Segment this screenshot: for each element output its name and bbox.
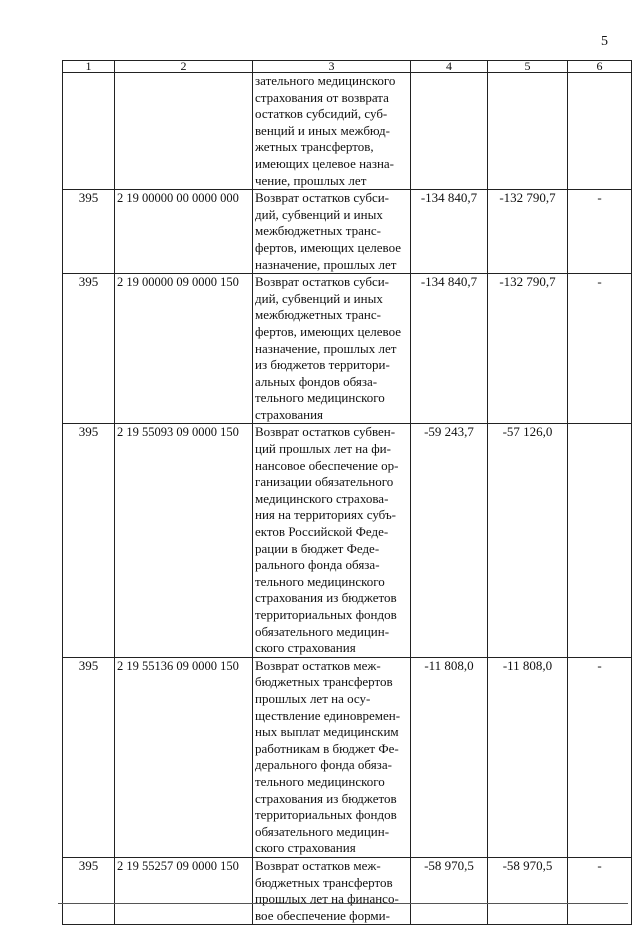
row-amount-col4: -58 970,5 [411,857,488,924]
row-amount-col5: -57 126,0 [488,424,568,657]
row-description: Возврат остатков меж-бюджетных трансфертов прошлых лет на финансо-вое обеспечение форми- [253,857,411,924]
row-description: Возврат остатков субси-дий, субвенций и иных межбюджетных транс-фертов, имеющих целевое назначение, прошлых лет [253,190,411,274]
row-amount-col4: -11 808,0 [411,657,488,857]
row-admin-code: 395 [63,190,115,274]
row-col6: - [568,274,632,424]
header-col-1: 1 [63,61,115,73]
row-col6: - [568,190,632,274]
table-row [63,424,632,657]
row-budget-code: 2 19 00000 00 0000 000 [115,190,253,274]
row-col6: - [568,857,632,924]
row-amount-col4: -134 840,7 [411,274,488,424]
row-amount-col5: -132 790,7 [488,190,568,274]
row-description: Возврат остатков субси-дий, субвенций и иных межбюджетных транс-фертов, имеющих целевое назначение, прошлых лет из бюджетов территори-альных фондов обяза-тельного медицинского страхования [253,274,411,424]
page-bottom-divider [58,903,628,904]
header-col-3: 3 [253,61,411,73]
row-col6: - [568,657,632,857]
row-amount-col5: -58 970,5 [488,857,568,924]
header-row [63,61,632,73]
row-budget-code: 2 19 55136 09 0000 150 [115,657,253,857]
table-row [63,73,632,190]
header-col-4: 4 [411,61,488,73]
row-amount-col4 [411,73,488,190]
row-description: зательного медицинского страхования от возврата остатков субсидий, суб-венций и иных межбюд-жетных трансфертов, имеющих целевое назна-чение, прошлых лет [253,73,411,190]
row-admin-code: 395 [63,657,115,857]
row-col6 [568,424,632,657]
row-budget-code: 2 19 00000 09 0000 150 [115,274,253,424]
table-row [63,657,632,857]
row-col6 [568,73,632,190]
row-admin-code: 395 [63,857,115,924]
table-row [63,274,632,424]
budget-table [62,60,632,925]
row-amount-col4: -59 243,7 [411,424,488,657]
row-admin-code: 395 [63,424,115,657]
row-amount-col5 [488,73,568,190]
row-amount-col5: -132 790,7 [488,274,568,424]
row-description: Возврат остатков меж-бюджетных трансфертов прошлых лет на осу-ществление единовремен-ных выплат медицинским работникам в бюджет Фе-дерального фонда обяза-тельного медицинского страхования из бюджетов территориальных фондов обязательного медицин-ского страхования [253,657,411,857]
header-col-5: 5 [488,61,568,73]
page-number: 5 [601,34,608,49]
row-budget-code: 2 19 55257 09 0000 150 [115,857,253,924]
row-amount-col4: -134 840,7 [411,190,488,274]
row-description: Возврат остатков субвен-ций прошлых лет на фи-нансовое обеспечение ор-ганизации обязательного медицинского страхова-ния на территориях субъ-ектов Российской Феде-рации в бюджет Феде-рального фонда обяза-тельного медицинского страхования из бюджетов территориальных фондов обязательного медицин-ского страхования [253,424,411,657]
table-row [63,190,632,274]
row-amount-col5: -11 808,0 [488,657,568,857]
table-row [63,857,632,924]
row-admin-code: 395 [63,274,115,424]
row-budget-code [115,73,253,190]
header-col-2: 2 [115,61,253,73]
row-budget-code: 2 19 55093 09 0000 150 [115,424,253,657]
row-admin-code [63,73,115,190]
header-col-6: 6 [568,61,632,73]
